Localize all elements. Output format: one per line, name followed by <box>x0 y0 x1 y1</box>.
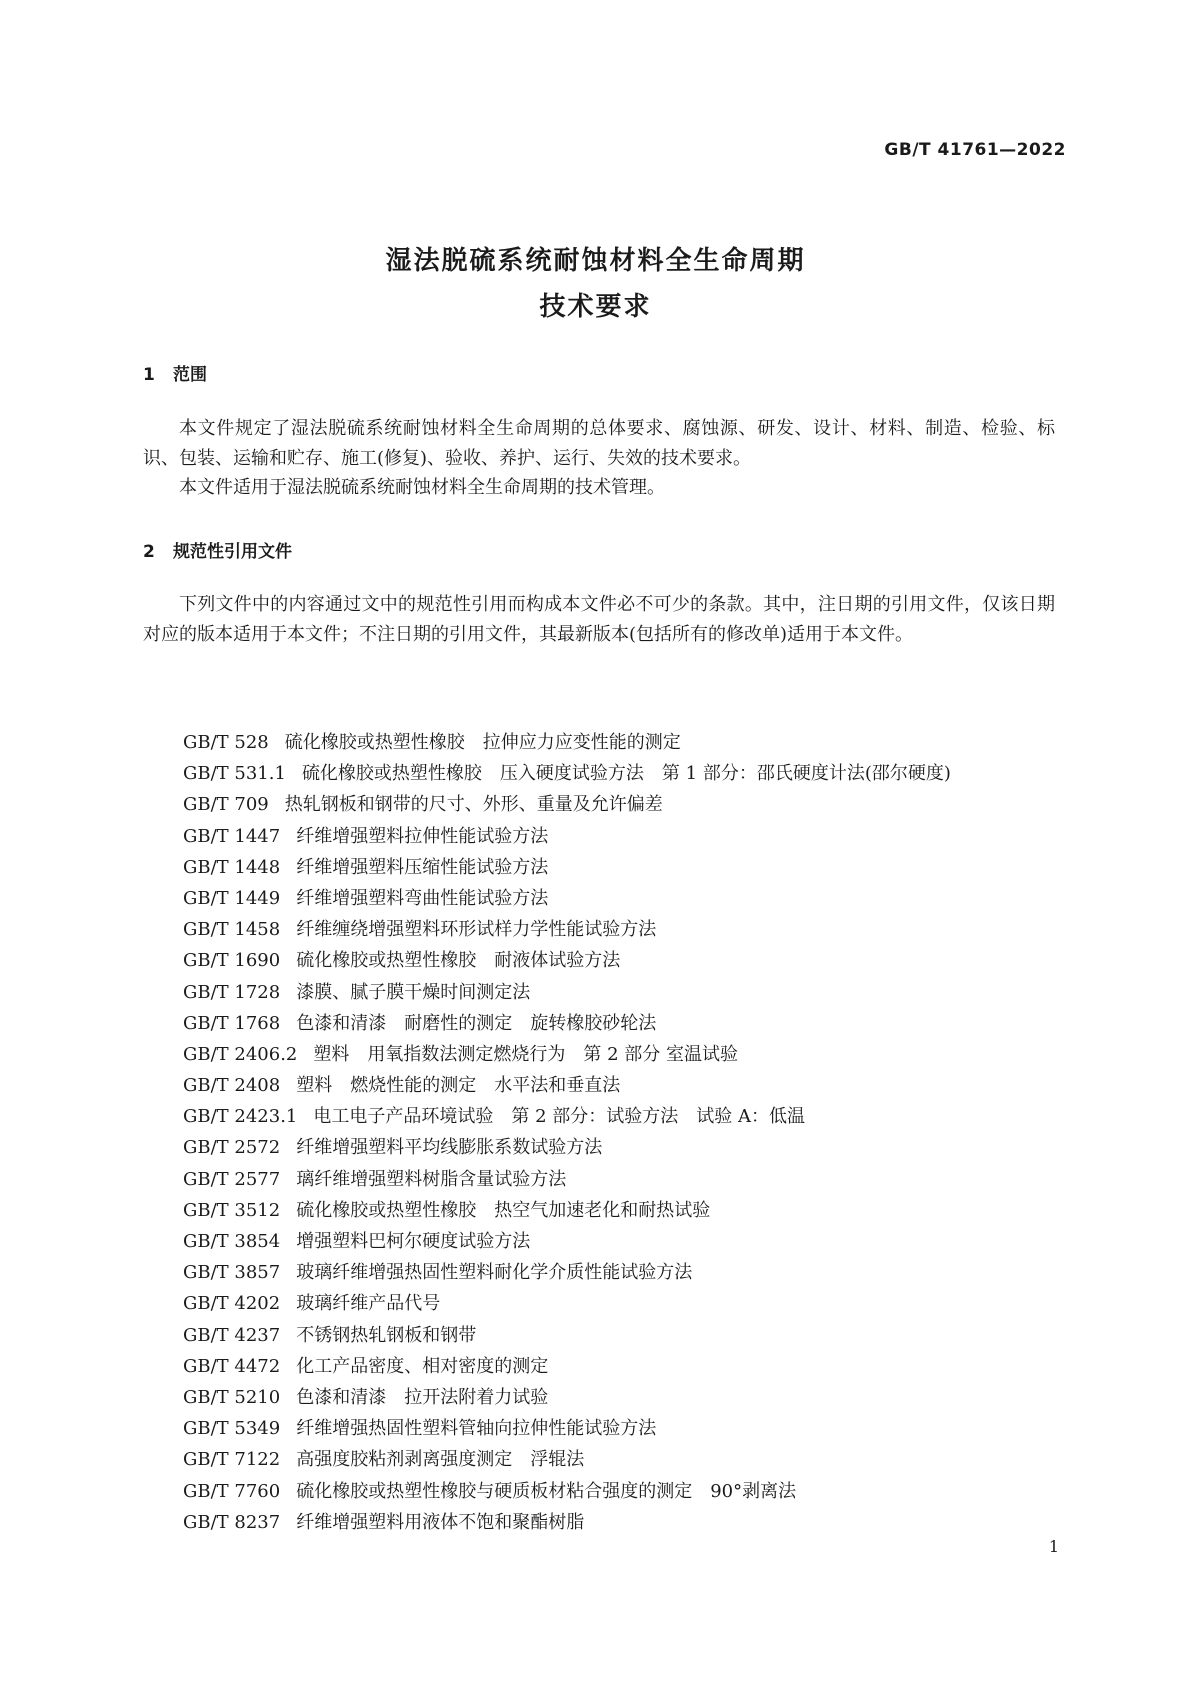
reference-title: 璃纤维增强塑料树脂含量试验方法 <box>296 1168 567 1190</box>
reference-title: 色漆和清漆 耐磨性的测定 旋转橡胶砂轮法 <box>296 1012 657 1034</box>
reference-code: GB/T 2408 <box>183 1075 281 1097</box>
page-number: 1 <box>1048 1537 1059 1556</box>
reference-item <box>183 1039 1083 1070</box>
reference-title: 漆膜、腻子膜干燥时间测定法 <box>296 981 531 1003</box>
reference-title: 塑料 用氧指数法测定燃烧行为 第 2 部分 室温试验 <box>313 1043 739 1065</box>
reference-item <box>183 821 1083 852</box>
reference-title: 纤维增强塑料拉伸性能试验方法 <box>296 825 549 847</box>
section-1-heading <box>143 360 207 385</box>
reference-title: 增强塑料巴柯尔硬度试验方法 <box>296 1231 531 1252</box>
reference-item <box>183 1226 1083 1257</box>
reference-item <box>183 1008 1083 1039</box>
section-2-number: 2 <box>143 542 155 562</box>
reference-item <box>183 914 1083 945</box>
reference-code: GB/T 4202 <box>183 1293 281 1315</box>
reference-title: 硫化橡胶或热塑性橡胶 拉伸应力应变性能的测定 <box>284 732 681 753</box>
reference-title: 纤维增强塑料平均线膨胀系数试验方法 <box>296 1137 603 1159</box>
reference-title: 硫化橡胶或热塑性橡胶与硬质板材粘合强度的测定 90°剥离法 <box>296 1480 797 1502</box>
reference-item <box>183 1101 1083 1132</box>
reference-code: GB/T 1449 <box>183 887 281 909</box>
reference-item <box>183 1351 1083 1382</box>
reference-code: GB/T 8237 <box>183 1511 281 1533</box>
reference-title: 硫化橡胶或热塑性橡胶 热空气加速老化和耐热试验 <box>296 1199 711 1221</box>
document-title <box>0 238 1191 330</box>
reference-item <box>183 758 1083 789</box>
reference-item <box>183 1132 1083 1163</box>
reference-code: GB/T 2423.1 <box>183 1106 298 1128</box>
reference-code: GB/T 1448 <box>183 856 281 878</box>
reference-code: GB/T 1768 <box>183 1012 281 1034</box>
section-1-title: 范围 <box>173 365 207 385</box>
reference-code: GB/T 2572 <box>183 1137 281 1159</box>
section-2-heading <box>143 537 292 562</box>
reference-code: GB/T 4472 <box>183 1355 281 1377</box>
reference-title: 玻璃纤维增强热固性塑料耐化学介质性能试验方法 <box>296 1262 693 1284</box>
reference-item <box>183 945 1083 976</box>
reference-title: 塑料 燃烧性能的测定 水平法和垂直法 <box>296 1075 621 1097</box>
reference-code: GB/T 7760 <box>183 1480 281 1502</box>
reference-item <box>183 1507 1083 1538</box>
reference-item <box>183 1476 1083 1507</box>
section-2-intro: 下列文件中的内容通过文中的规范性引用而构成本文件必不可少的条款。其中，注日期的引用文件，仅该日期对应的版本适用于本文件；不注日期的引用文件，其最新版本(包括所有的修改单)适用于本文件。 <box>143 594 1055 645</box>
reference-title: 纤维缠绕增强塑料环形试样力学性能试验方法 <box>296 919 657 941</box>
reference-title: 化工产品密度、相对密度的测定 <box>296 1355 549 1377</box>
reference-item <box>183 1288 1083 1319</box>
reference-list <box>183 727 1083 1538</box>
reference-title: 纤维增强塑料用液体不饱和聚酯树脂 <box>296 1511 585 1533</box>
reference-code: GB/T 3857 <box>183 1262 281 1284</box>
reference-title: 不锈钢热轧钢板和钢带 <box>296 1324 477 1346</box>
reference-code: GB/T 3512 <box>183 1199 281 1221</box>
reference-title: 硫化橡胶或热塑性橡胶 耐液体试验方法 <box>296 950 621 972</box>
reference-code: GB/T 528 <box>183 732 269 753</box>
section-1-number: 1 <box>143 365 155 385</box>
section-1-paragraph-1: 本文件规定了湿法脱硫系统耐蚀材料全生命周期的总体要求、腐蚀源、研发、设计、材料、制造、检验、标识、包装、运输和贮存、施工(修复)、验收、养护、运行、失效的技术要求。 <box>143 418 1055 469</box>
reference-code: GB/T 709 <box>183 794 269 816</box>
reference-item <box>183 1070 1083 1101</box>
reference-code: GB/T 2406.2 <box>183 1043 298 1065</box>
reference-code: GB/T 531.1 <box>183 763 286 785</box>
standard-number: GB/T 41761—2022 <box>884 140 1066 160</box>
reference-code: GB/T 1728 <box>183 981 281 1003</box>
reference-item <box>183 1444 1083 1475</box>
title-line-1: 湿法脱硫系统耐蚀材料全生命周期 <box>385 246 806 276</box>
reference-code: GB/T 5349 <box>183 1418 281 1440</box>
reference-code: GB/T 1458 <box>183 919 281 941</box>
reference-title: 热轧钢板和钢带的尺寸、外形、重量及允许偏差 <box>284 794 663 816</box>
reference-item <box>183 789 1083 820</box>
reference-title: 纤维增强热固性塑料管轴向拉伸性能试验方法 <box>296 1418 657 1440</box>
section-2-title: 规范性引用文件 <box>173 542 292 562</box>
reference-item <box>183 977 1083 1008</box>
section-1-paragraph-2: 本文件适用于湿法脱硫系统耐蚀材料全生命周期的技术管理。 <box>179 477 665 498</box>
reference-code: GB/T 4237 <box>183 1324 281 1346</box>
reference-item <box>183 1382 1083 1413</box>
reference-item <box>183 1257 1083 1288</box>
reference-code: GB/T 7122 <box>183 1449 281 1471</box>
reference-code: GB/T 1690 <box>183 950 281 972</box>
reference-item <box>183 1164 1083 1195</box>
reference-item <box>183 727 1083 758</box>
reference-title: 色漆和清漆 拉开法附着力试验 <box>296 1386 549 1408</box>
reference-item <box>183 1320 1083 1351</box>
reference-item <box>183 1195 1083 1226</box>
reference-code: GB/T 2577 <box>183 1168 281 1190</box>
reference-code: GB/T 3854 <box>183 1231 281 1252</box>
reference-title: 玻璃纤维产品代号 <box>296 1293 441 1315</box>
reference-item <box>183 852 1083 883</box>
reference-code: GB/T 5210 <box>183 1386 281 1408</box>
reference-item <box>183 883 1083 914</box>
reference-item <box>183 1413 1083 1444</box>
reference-code: GB/T 1447 <box>183 825 281 847</box>
reference-title: 电工电子产品环境试验 第 2 部分：试验方法 试验 A：低温 <box>313 1106 806 1128</box>
title-line-2: 技术要求 <box>539 292 652 322</box>
reference-title: 纤维增强塑料压缩性能试验方法 <box>296 856 549 878</box>
reference-title: 硫化橡胶或热塑性橡胶 压入硬度试验方法 第 1 部分：邵氏硬度计法(邵尔硬度) <box>301 763 951 785</box>
reference-title: 纤维增强塑料弯曲性能试验方法 <box>296 887 549 909</box>
reference-title: 高强度胶粘剂剥离强度测定 浮辊法 <box>296 1449 585 1471</box>
